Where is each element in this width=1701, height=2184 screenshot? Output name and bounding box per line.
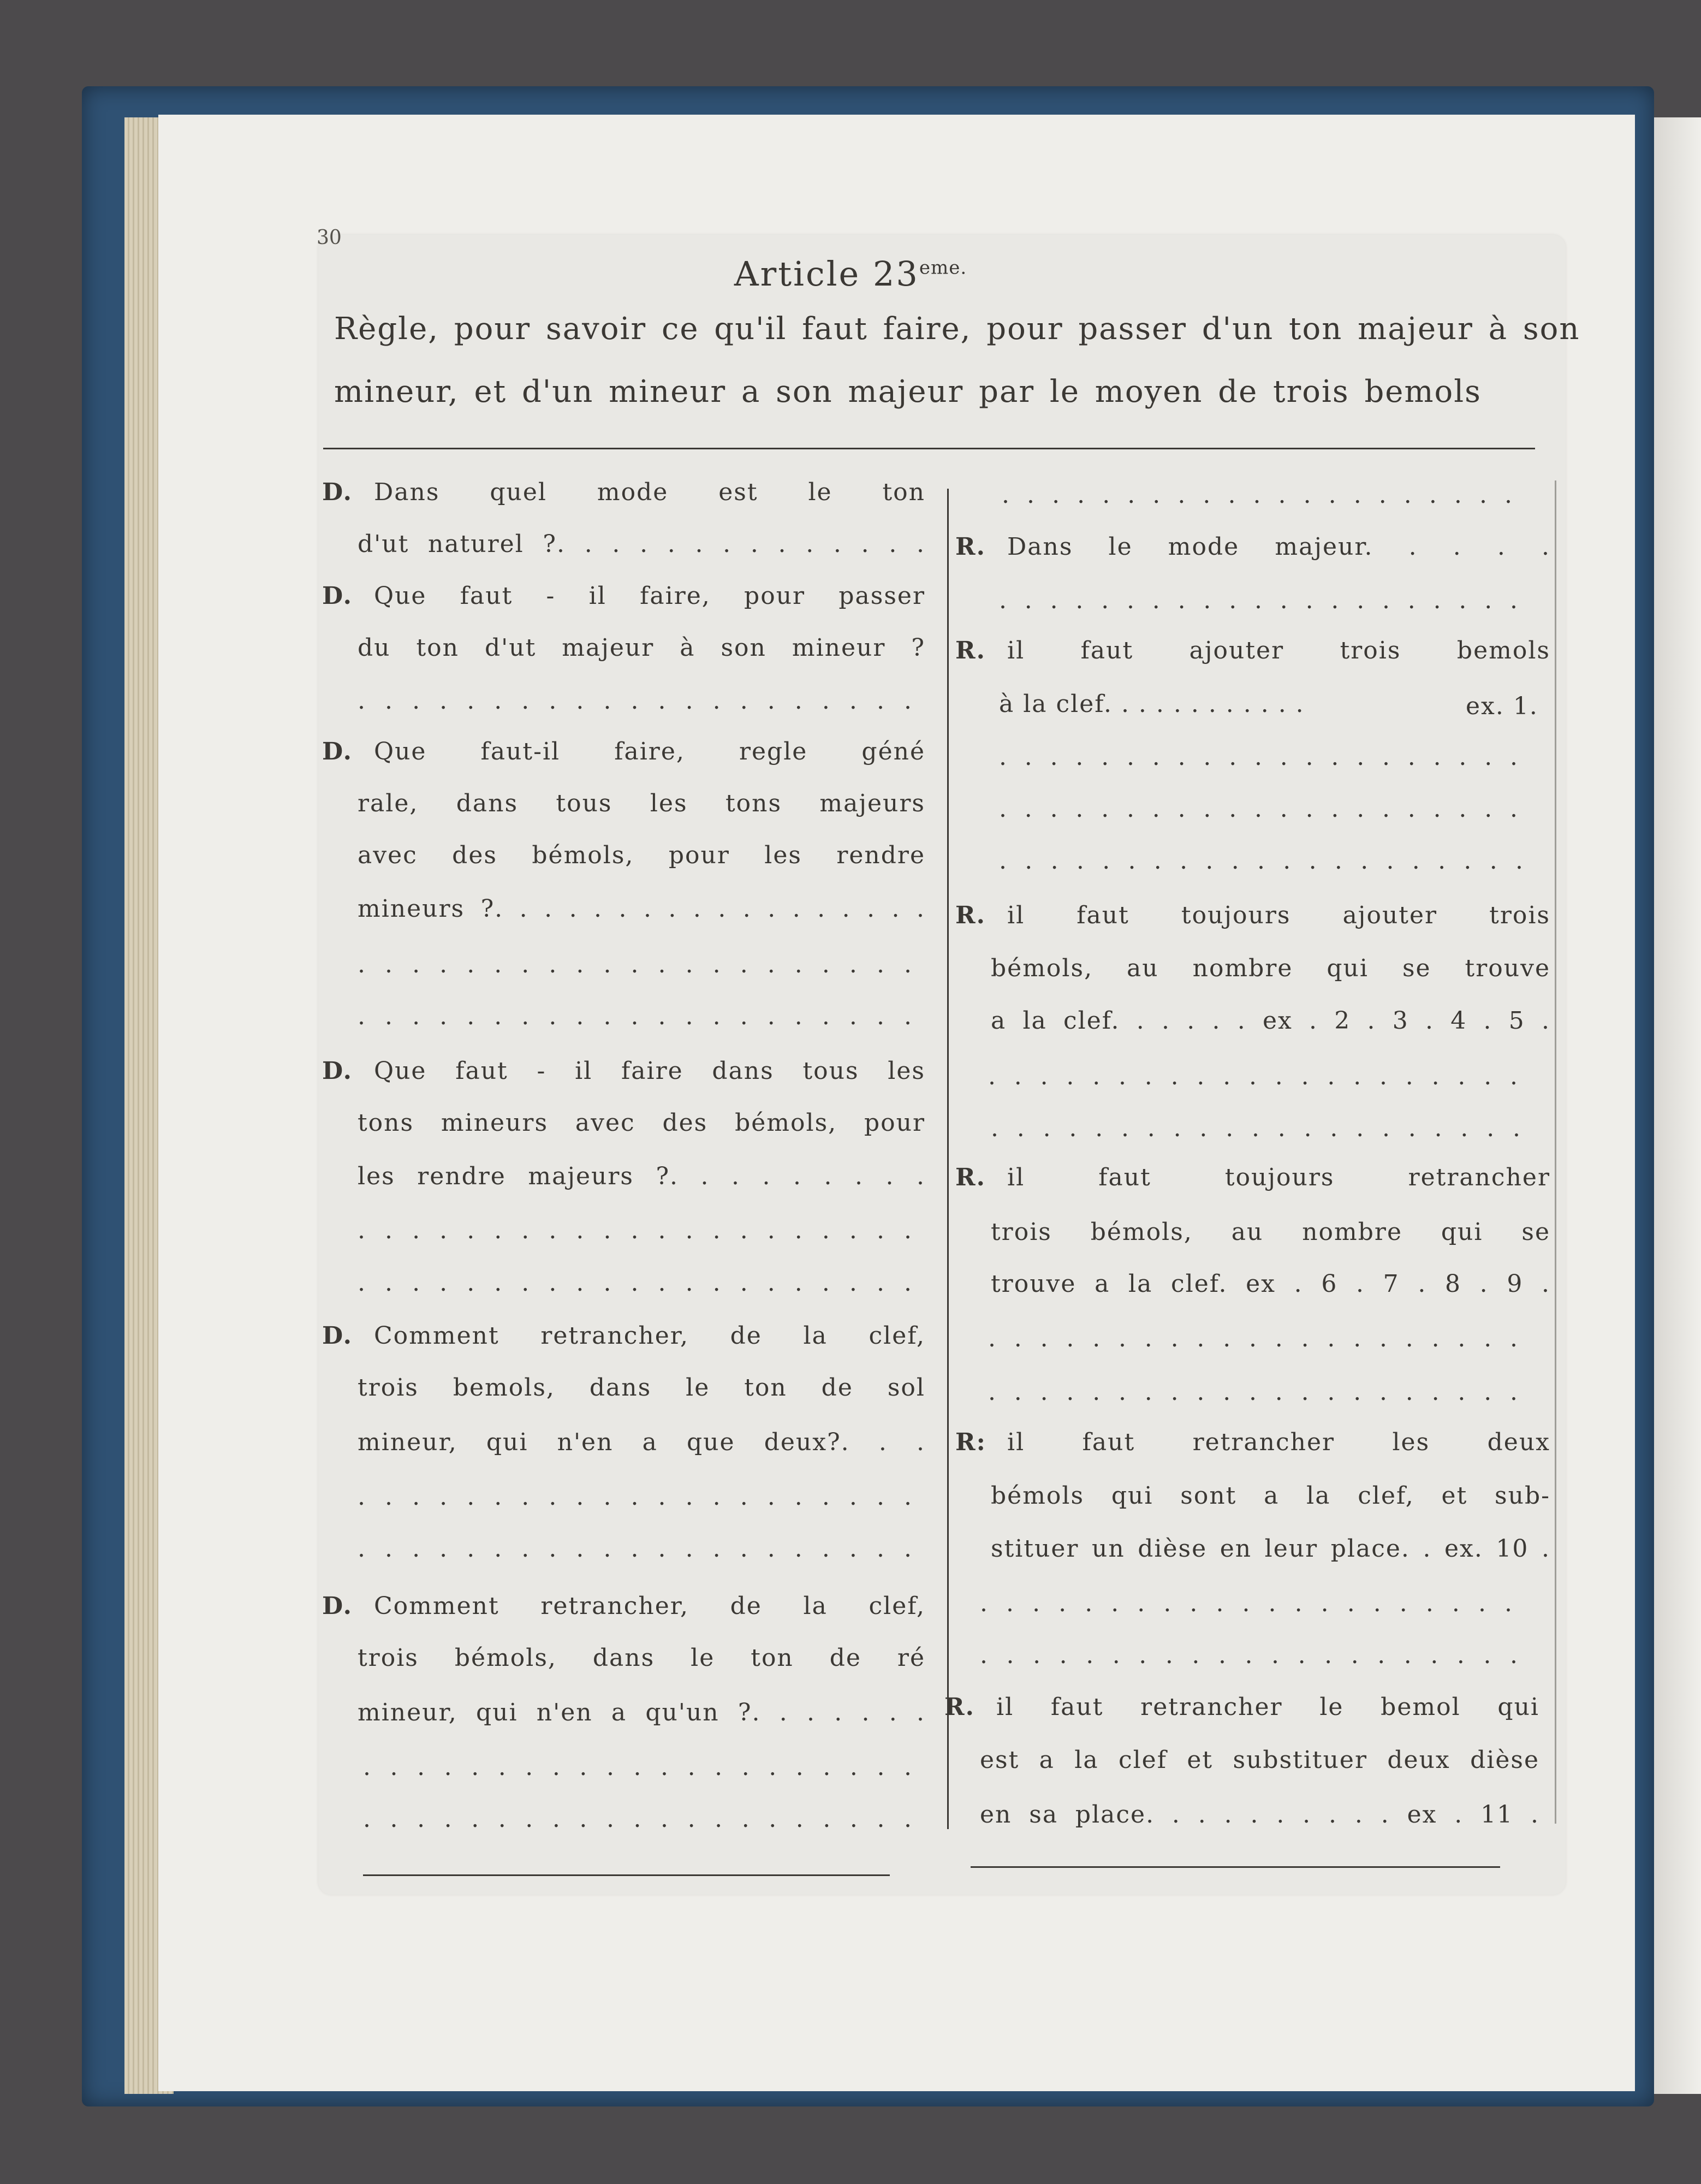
- dot-row: . . . . . . . . . . . . . . . . . . . . .: [980, 1589, 1512, 1617]
- answer-4-line-2: trois bémols, au nombre qui se: [991, 1218, 1550, 1246]
- rule-heading-line-1: Règle, pour savoir ce qu'il faut faire, pour passer d'un ton majeur à son: [334, 311, 1580, 347]
- dot-row: . . . . . . . . . . . . . . . . . . . . .: [991, 1114, 1520, 1142]
- dot-row: . . . . . . . . . . . . . . . . . . . . .: [358, 1535, 912, 1563]
- question-6-line-3: mineur, qui n'en a qu'un ?. . . . . . .: [358, 1699, 925, 1726]
- question-4-line-3: les rendre majeurs ?. . . . . . . . .: [358, 1162, 925, 1190]
- dot-row: . . . . . . . . . . . . . . . . . . . . .: [999, 586, 1518, 614]
- dot-row: . . . . . . . . . . . . . . . . . . . . .: [358, 1269, 912, 1297]
- dot-row: . . . . . . . . . . . . . . . . . . . . .: [988, 1378, 1518, 1406]
- bottom-rule-left: [363, 1874, 890, 1876]
- dot-row: . . . . . . . . . . . . . . . . . . . . .: [363, 1805, 912, 1833]
- plate-right-edge: [1555, 480, 1556, 1824]
- question-3-line-4: mineurs ?. . . . . . . . . . . . . . . . . .: [358, 895, 925, 923]
- dot-row: . . . . . . . . . . . . . . . . . . . . .: [358, 951, 912, 978]
- question-1-line-1: D. Dans quel mode est le ton: [322, 478, 925, 506]
- dot-row: . . . . . . . . . . . . . . . . . . . . .: [358, 1002, 912, 1030]
- question-5-line-1: D. Comment retrancher, de la clef,: [322, 1322, 925, 1350]
- question-4-line-2: tons mineurs avec des bémols, pour: [358, 1109, 925, 1137]
- question-1-line-2: d'ut naturel ?. . . . . . . . . . . . . .: [358, 530, 925, 558]
- question-6-line-1: D. Comment retrancher, de la clef,: [322, 1592, 925, 1620]
- dot-row: . . . . . . . . . . . . . . . . . . . . .: [1002, 481, 1512, 509]
- answer-4-line-1: R. il faut toujours retrancher: [955, 1164, 1550, 1191]
- page-number: 30: [317, 227, 342, 249]
- rule-heading-line-2: mineur, et d'un mineur a son majeur par le moyen de trois bemols: [334, 374, 1482, 410]
- dot-row: . . . . . . . . . . . . . . . . . . . . .: [358, 687, 912, 715]
- dot-row: . . . . . . . . . . . . . . . . . . . . .: [980, 1641, 1518, 1669]
- dot-row: . . . . . . . . . . . . . . . . . . . . .: [999, 795, 1518, 823]
- dot-row: . . . . . . . . . . . . . . . . . . . . .: [999, 743, 1518, 771]
- answer-5-line-1: R: il faut retrancher les deux: [955, 1428, 1550, 1456]
- answer-6-line-1: R. il faut retrancher le bemol qui: [944, 1693, 1539, 1721]
- dot-row: . . . . . . . . . . . . . . . . . . . . .: [988, 1063, 1518, 1090]
- answer-5-line-3: stituer un dièse en leur place. . ex. 10 .: [991, 1535, 1550, 1563]
- dot-row: . . . . . . . . . . . . . . . . . . . . .: [358, 1483, 912, 1511]
- bottom-rule-right: [971, 1866, 1500, 1868]
- answer-6-line-3: en sa place. . . . . . . . . . ex . 11 .: [980, 1801, 1539, 1829]
- question-3-line-2: rale, dans tous les tons majeurs: [358, 790, 925, 817]
- question-4-line-1: D. Que faut - il faire dans tous les: [322, 1057, 925, 1085]
- dot-row: . . . . . . . . . . . . . . . . . . . . .: [358, 1216, 912, 1244]
- answer-4-line-3: trouve a la clef. ex . 6 . 7 . 8 . 9 .: [991, 1270, 1550, 1298]
- question-5-line-2: trois bemols, dans le ton de sol: [358, 1374, 925, 1402]
- facing-page-edge: [1654, 117, 1701, 2094]
- answer-3-line-3: a la clef. . . . . . ex . 2 . 3 . 4 . 5 .: [991, 1007, 1550, 1035]
- heading-rule: [323, 448, 1535, 449]
- dot-row: . . . . . . . . . . . . . . . . . . . . .: [363, 1753, 912, 1781]
- answer-2-line-1: R. il faut ajouter trois bemols: [955, 637, 1550, 664]
- article-title-text: Article 23: [734, 254, 919, 294]
- question-5-line-3: mineur, qui n'en a que deux?. . .: [358, 1428, 925, 1456]
- answer-2-example: ex. 1.: [1466, 692, 1538, 720]
- dot-row: . . . . . . . . . . . . . . . . . . . . .: [988, 1325, 1518, 1352]
- column-divider: [947, 489, 949, 1829]
- answer-3-line-2: bémols, au nombre qui se trouve: [991, 954, 1550, 982]
- answer-5-line-2: bémols qui sont a la clef, et sub-: [991, 1482, 1550, 1510]
- question-6-line-2: trois bémols, dans le ton de ré: [358, 1644, 925, 1672]
- answer-3-line-1: R. il faut toujours ajouter trois: [955, 901, 1550, 929]
- question-2-line-2: du ton d'ut majeur à son mineur ?: [358, 634, 925, 662]
- answer-2-line-2: à la clef. . . . . . . . . . . .: [999, 690, 1305, 718]
- article-title-sup: eme.: [919, 257, 967, 279]
- dot-row: . . . . . . . . . . . . . . . . . . . . .: [999, 847, 1523, 875]
- question-3-line-1: D. Que faut-il faire, regle géné: [322, 738, 925, 765]
- answer-6-line-2: est a la clef et substituer deux dièse: [980, 1746, 1539, 1774]
- article-title: [0, 254, 1701, 294]
- answer-1-line-1: R. Dans le mode majeur. . . . .: [955, 533, 1550, 561]
- question-2-line-1: D. Que faut - il faire, pour passer: [322, 582, 925, 610]
- question-3-line-3: avec des bémols, pour les rendre: [358, 841, 925, 869]
